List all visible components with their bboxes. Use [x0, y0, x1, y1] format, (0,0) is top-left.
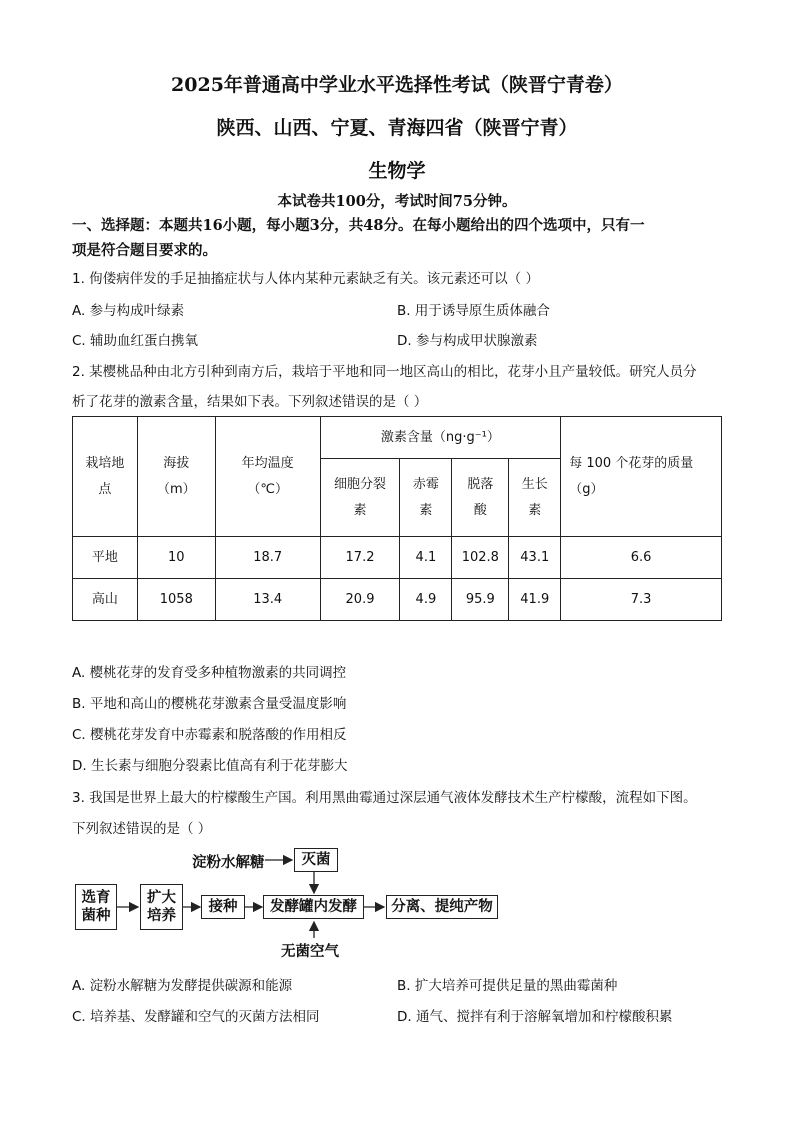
header-site-l1: 栽培地	[85, 455, 125, 471]
q1-option-a: A. 参与构成叶绿素	[72, 303, 185, 319]
q1-stem: 1. 佝偻病伴发的手足抽搐症状与人体内某种元素缺乏有关。该元素还可以（ ）	[72, 271, 539, 287]
header-hormone: 激素含量（ng·g⁻¹）	[320, 417, 561, 459]
q2-stem-line2: 析了花芽的激素含量，结果如下表。下列叙述错误的是（ ）	[72, 394, 428, 410]
q2-option-c: C. 樱桃花芽发育中赤霉素和脱落酸的作用相反	[72, 727, 347, 743]
cell-gibberellin: 4.9	[400, 579, 452, 621]
header-iaa-l1: 生长	[521, 476, 548, 492]
header-iaa-l2: 素	[528, 502, 542, 518]
cell-abscisic-acid: 102.8	[452, 537, 509, 579]
q3-option-c: C. 培养基、发酵罐和空气的灭菌方法相同	[72, 1009, 320, 1025]
q3-stem-line2: 下列叙述错误的是（ ）	[72, 821, 212, 837]
flow-sterilize-box: 灭菌	[294, 848, 338, 872]
section-heading-line2: 项是符合题目要求的。	[72, 242, 217, 259]
cell-temperature: 18.7	[215, 537, 320, 579]
header-aba-l2: 酸	[473, 502, 487, 518]
flow-separate-box: 分离、提纯产物	[386, 895, 498, 919]
cell-cytokinin: 20.9	[320, 579, 400, 621]
q2-option-b: B. 平地和高山的樱桃花芽激素含量受温度影响	[72, 696, 347, 712]
header-mass-l1: 每 100 个花芽的质量	[569, 455, 694, 471]
header-ga-l2: 素	[419, 502, 433, 518]
flow-expand-l2: 培养	[147, 907, 176, 924]
cell-site: 平地	[73, 537, 138, 579]
header-ga-l1: 赤霉	[412, 476, 439, 492]
header-cyto-l1: 细胞分裂	[334, 476, 387, 492]
cell-altitude: 1058	[137, 579, 215, 621]
subject-title: 生物学	[368, 160, 426, 182]
q3-stem-line1: 3. 我国是世界上最大的柠檬酸生产国。利用黑曲霉通过深层通气液体发酵技术生产柠檬酸，流程如下图。	[72, 790, 697, 806]
section-heading-line1: 一、选择题：本题共16小题，每小题3分，共48分。在每小题给出的四个选项中，只有一	[72, 217, 645, 234]
q1-option-d: D. 参与构成甲状腺激素	[397, 333, 538, 349]
cell-temperature: 13.4	[215, 579, 320, 621]
cell-mass: 7.3	[561, 579, 722, 621]
q1-option-c: C. 辅助血红蛋白携氧	[72, 333, 199, 349]
cell-gibberellin: 4.1	[400, 537, 452, 579]
q3-option-a: A. 淀粉水解糖为发酵提供碳源和能源	[72, 978, 293, 994]
q2-option-a: A. 樱桃花芽的发育受多种植物激素的共同调控	[72, 665, 347, 681]
cell-altitude: 10	[137, 537, 215, 579]
flow-air-label: 无菌空气	[281, 943, 339, 960]
flow-ferment-box: 发酵罐内发酵	[263, 895, 364, 919]
q3-option-d: D. 通气、搅拌有利于溶解氧增加和柠檬酸积累	[397, 1009, 673, 1025]
exam-note: 本试卷共100分，考试时间75分钟。	[277, 193, 517, 210]
flow-select-l2: 菌种	[81, 907, 111, 924]
flow-select-l1: 选育	[81, 889, 111, 906]
header-cyto-l2: 素	[353, 502, 367, 518]
flow-select-box	[75, 884, 117, 930]
flow-starch-label: 淀粉水解糖	[192, 854, 265, 871]
header-alt-l1: 海拔	[163, 455, 190, 471]
header-mass-l2: （g）	[569, 481, 604, 497]
flow-inoculate-box: 接种	[201, 895, 245, 919]
cell-mass: 6.6	[561, 537, 722, 579]
header-site-l2: 点	[98, 481, 112, 497]
exam-subtitle: 陕西、山西、宁夏、青海四省（陕晋宁青）	[216, 117, 578, 139]
cell-cytokinin: 17.2	[320, 537, 400, 579]
q3-option-b: B. 扩大培养可提供足量的黑曲霉菌种	[397, 978, 618, 994]
header-aba-l1: 脱落	[467, 476, 494, 492]
flow-expand-l1: 扩大	[147, 889, 176, 906]
header-alt-l2: （m）	[156, 481, 196, 497]
cell-abscisic-acid: 95.9	[452, 579, 509, 621]
q2-stem-line1: 2. 某樱桃品种由北方引种到南方后，栽培于平地和同一地区高山的相比，花芽小且产量较低。研究人员分	[72, 364, 697, 380]
q2-option-d: D. 生长素与细胞分裂素比值高有利于花芽膨大	[72, 758, 348, 774]
q1-option-b: B. 用于诱导原生质体融合	[397, 303, 550, 319]
exam-title: 2025年普通高中学业水平选择性考试（陕晋宁青卷）	[171, 74, 623, 96]
header-temp-l1: 年均温度	[241, 455, 294, 471]
flow-expand-box	[140, 884, 183, 930]
cell-auxin: 43.1	[509, 537, 561, 579]
cell-auxin: 41.9	[509, 579, 561, 621]
header-temp-l2: （℃）	[247, 481, 288, 497]
cell-site: 高山	[73, 579, 138, 621]
